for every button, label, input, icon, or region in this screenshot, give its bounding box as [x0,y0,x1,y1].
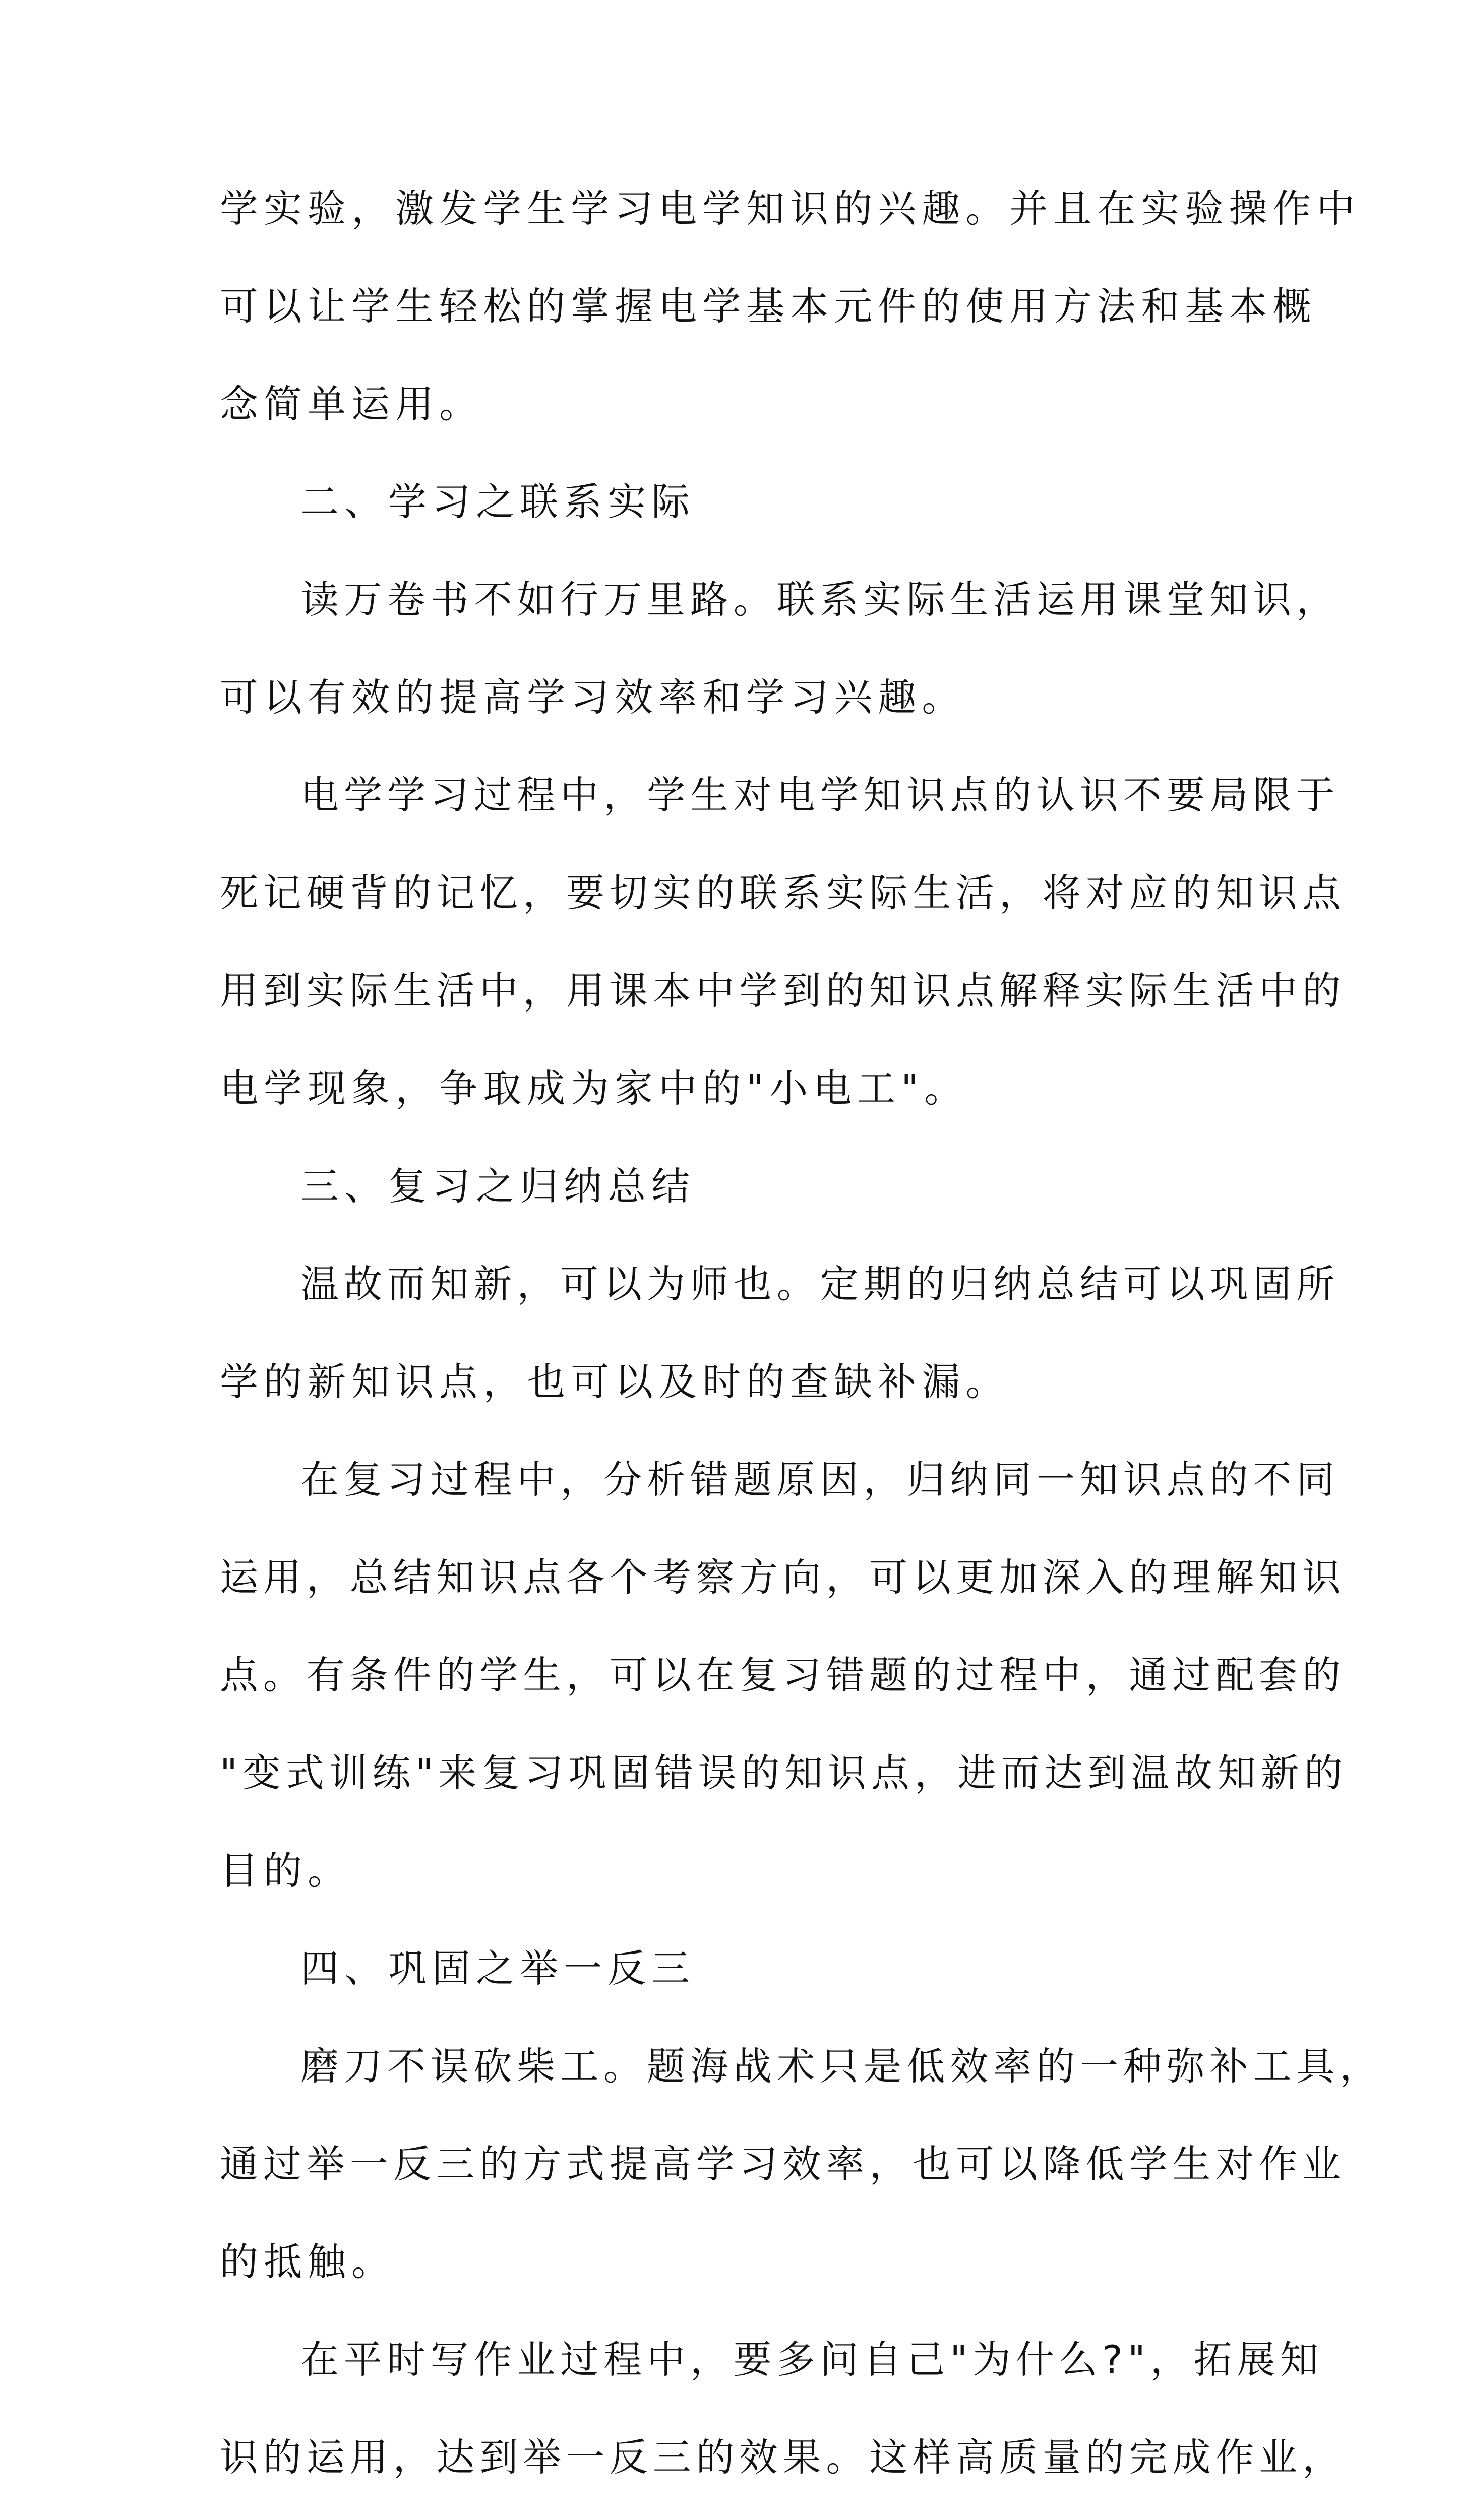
document-body [220,184,1383,2520]
text-line: 可以有效的提高学习效率和学习兴趣。 [220,675,966,720]
text-line: 在平时写作业过程中，要多问自己"为什么?"，拓展知 [300,2337,1324,2382]
section-heading: 三、复习之归纳总结 [300,1164,696,1209]
text-line: 可以让学生轻松的掌握电学基本元件的使用方法和基本概 [220,284,1317,329]
text-line: 死记硬背的记忆，要切实的联系实际生活，将对应的知识点 [220,870,1346,915]
text-line: 学的新知识点，也可以及时的查缺补漏。 [220,1359,1010,1404]
text-line: 在复习过程中，分析错题原因，归纳同一知识点的不同 [300,1457,1340,1502]
text-line: 读万卷书不如行万里路。联系实际生活运用课堂知识， [300,577,1340,622]
text-line: 念简单运用。 [220,382,483,426]
text-line: 温故而知新，可以为师也。定期的归纳总结可以巩固所 [300,1262,1340,1306]
section-heading: 二、学习之联系实际 [300,479,696,524]
text-line: 电学现象，争取成为家中的"小电工"。 [220,1066,968,1111]
text-line: 学实验，激发学生学习电学知识的兴趣。并且在实验操作中 [220,186,1361,231]
text-line: 点。有条件的学生，可以在复习错题的过程中，通过配套的 [220,1653,1346,1697]
text-line: 磨刀不误砍柴工。题海战术只是低效率的一种弥补工具， [300,2044,1383,2089]
text-line: 运用，总结知识点各个考察方向，可以更加深入的理解知识 [220,1555,1346,1600]
text-line: 用到实际生活中，用课本中学到的知识点解释实际生活中的 [220,968,1346,1013]
text-line: "变式训练"来复习巩固错误的知识点，进而达到温故知新的 [220,1750,1348,1795]
text-line: 目的。 [220,1848,352,1893]
text-line: 通过举一反三的方式提高学习效率，也可以降低学生对作业 [220,2141,1346,2186]
section-heading: 四、巩固之举一反三 [300,1946,696,1991]
text-line: 的抵触。 [220,2239,396,2284]
text-line: 电学学习过程中，学生对电学知识点的认识不要局限于 [300,773,1340,817]
text-line: 识的运用，达到举一反三的效果。这样高质量的完成作业， [220,2435,1346,2480]
